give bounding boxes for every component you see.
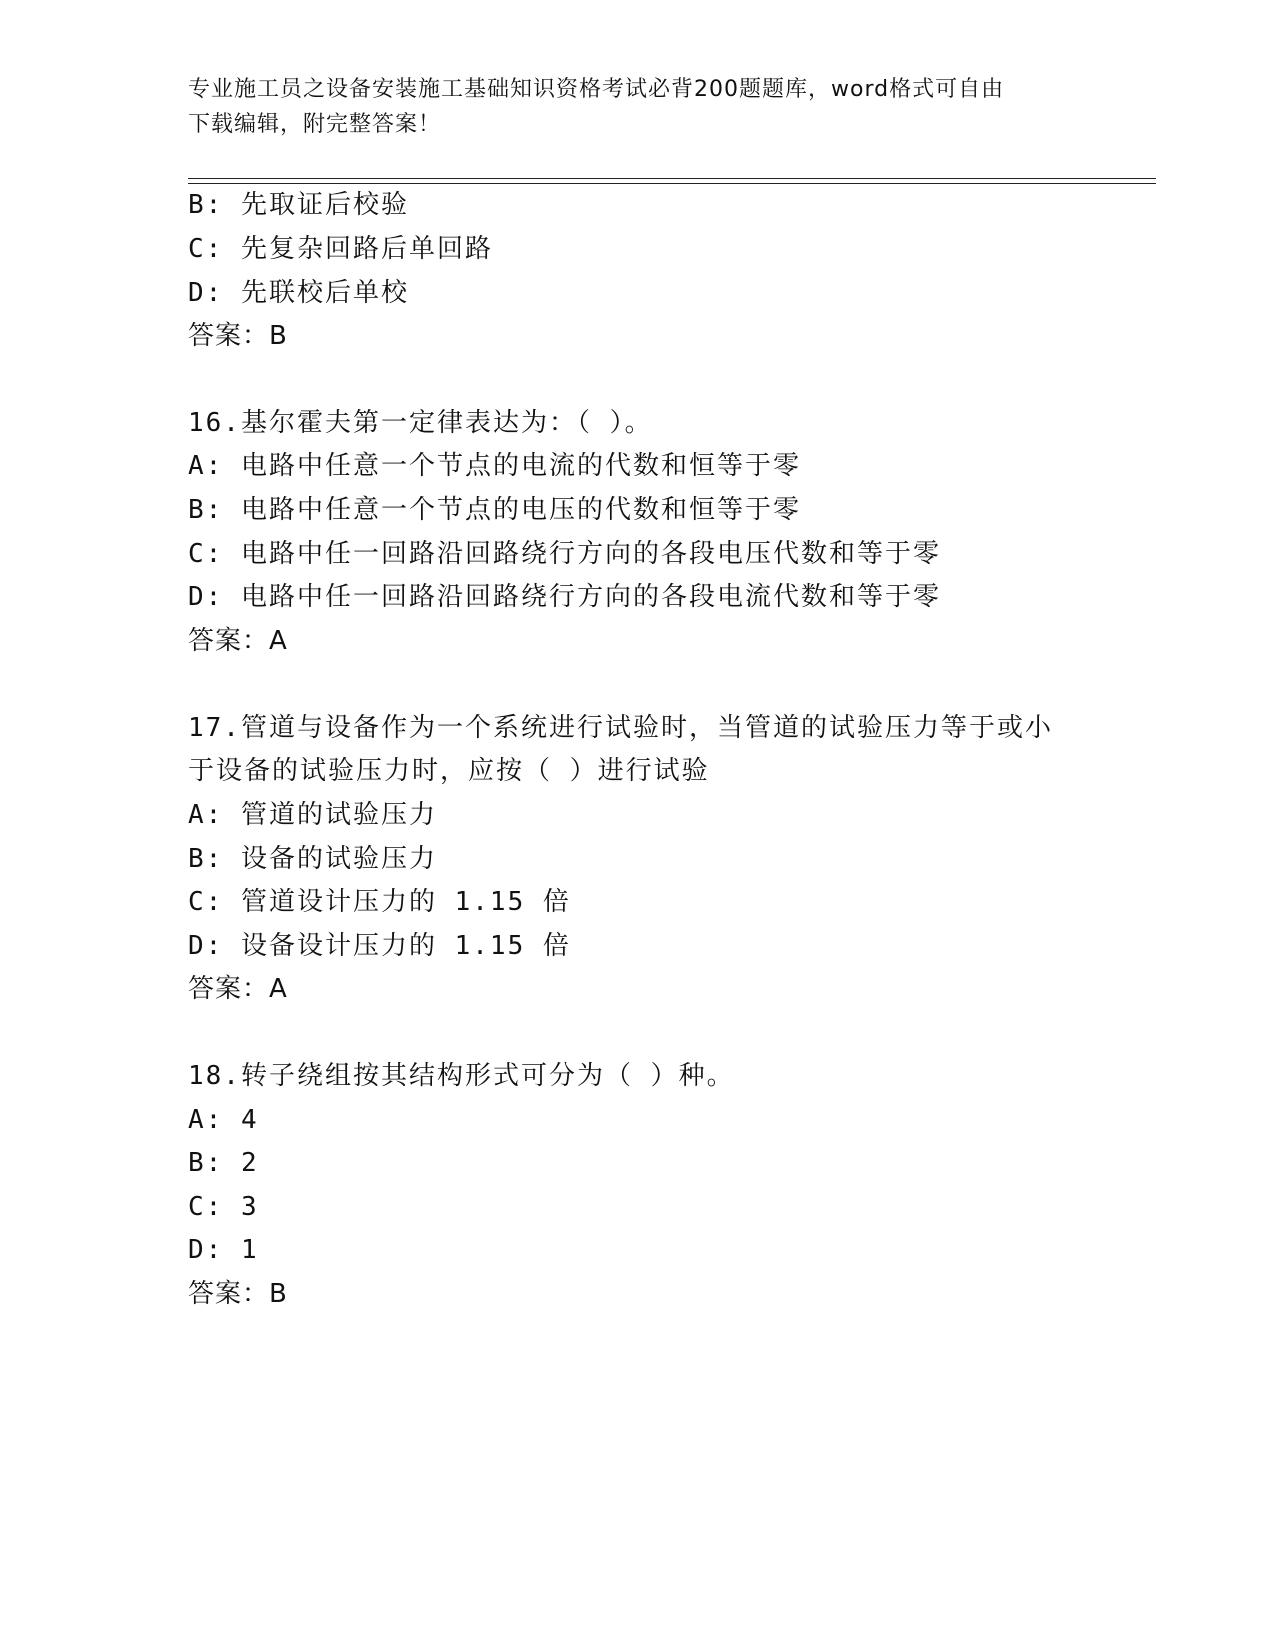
- option-b: B: 2: [188, 1148, 259, 1178]
- question-text: 18.转子绕组按其结构形式可分为（ ）种。: [188, 1061, 735, 1091]
- option-b: B: 先取证后校验: [188, 190, 409, 220]
- header-divider-top: [188, 178, 1156, 179]
- question-text-line-2: 于设备的试验压力时，应按（ ）进行试验: [188, 756, 710, 786]
- document-header: [188, 72, 1088, 142]
- option-d: D: 先联校后单校: [188, 278, 409, 308]
- option-b: B: 设备的试验压力: [188, 844, 437, 874]
- option-d: D: 电路中任一回路沿回路绕行方向的各段电流代数和等于零: [188, 582, 941, 612]
- answer: 答案：B: [188, 1279, 288, 1309]
- option-d: D: 设备设计压力的 1.15 倍: [188, 931, 571, 961]
- option-c: C: 管道设计压力的 1.15 倍: [188, 887, 571, 917]
- answer: 答案：B: [188, 321, 288, 351]
- option-d: D: 1: [188, 1235, 259, 1265]
- question-text: 16.基尔霍夫第一定律表达为：（ ）。: [188, 408, 653, 438]
- question-text-line-1: 17.管道与设备作为一个系统进行试验时，当管道的试验压力等于或小: [188, 713, 1053, 743]
- header-line-1: 专业施工员之设备安装施工基础知识资格考试必背200题题库，word格式可自由: [188, 77, 1005, 102]
- answer: 答案：A: [188, 626, 288, 656]
- option-a: A: 电路中任意一个节点的电流的代数和恒等于零: [188, 451, 801, 481]
- option-a: A: 管道的试验压力: [188, 800, 437, 830]
- header-line-2: 下载编辑，附完整答案！: [188, 112, 442, 137]
- option-b: B: 电路中任意一个节点的电压的代数和恒等于零: [188, 495, 801, 525]
- option-a: A: 4: [188, 1105, 259, 1135]
- answer: 答案：A: [188, 974, 288, 1004]
- option-c: C: 3: [188, 1192, 259, 1222]
- option-c: C: 先复杂回路后单回路: [188, 234, 493, 264]
- option-c: C: 电路中任一回路沿回路绕行方向的各段电压代数和等于零: [188, 539, 941, 569]
- header-divider-bottom: [188, 183, 1156, 184]
